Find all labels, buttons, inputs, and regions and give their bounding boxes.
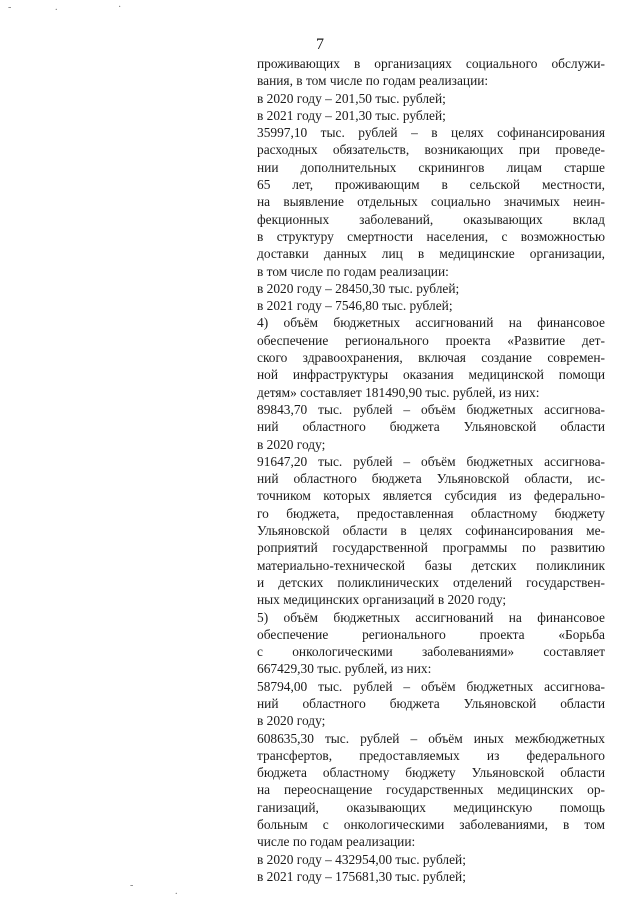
text-line: в 2020 году – 201,50 тыс. рублей;: [257, 90, 446, 106]
text-line: ний областного бюджета Ульяновской области: [257, 419, 605, 435]
text-line: в 2021 году – 175681,30 тыс. рублей;: [257, 868, 466, 884]
text-line: материально-технической базы детских поликлиник: [257, 557, 605, 573]
text-line: 89843,70 тыс. рублей – объём бюджетных ассигнова-: [257, 401, 605, 417]
text-line: с онкологическими заболеваниями» составляет: [257, 644, 605, 660]
text-line: на выявление отдельных социально значимых неин-: [257, 194, 605, 210]
text-line: 667429,30 тыс. рублей, из них:: [257, 661, 432, 677]
text-line: бюджета областному бюджету Ульяновской области: [257, 765, 605, 781]
text-line: вания, в том числе по годам реализации:: [257, 73, 489, 89]
text-line: 608635,30 тыс. рублей – объём иных межбюджетных: [257, 730, 605, 746]
text-line: го бюджета, предоставленная областному бюджету: [257, 505, 605, 521]
text-line: 4) объём бюджетных ассигнований на финансовое: [257, 315, 605, 331]
scan-mark: ·: [118, 2, 122, 13]
text-line: роприятий государственной программы по развитию: [257, 540, 605, 556]
text-line: в 2021 году – 201,30 тыс. рублей;: [257, 107, 446, 123]
text-line: ний областного бюджета Ульяновской области, ис-: [257, 471, 605, 487]
text-line: в 2020 году;: [257, 436, 326, 452]
text-line: ний областного бюджета Ульяновской области: [257, 695, 605, 711]
text-line: 5) объём бюджетных ассигнований на финансовое: [257, 609, 605, 625]
text-line: Ульяновской области в целях софинансирования ме-: [257, 523, 605, 539]
body-text: [257, 55, 605, 885]
text-line: числе по годам реализации:: [257, 834, 416, 850]
text-line: ных медицинских организаций в 2020 году;: [257, 592, 507, 608]
text-line: фекционных заболеваний, оказывающих вклад: [257, 211, 605, 227]
text-line: ского здравоохранения, включая создание современ-: [257, 350, 605, 366]
text-line: в 2021 году – 7546,80 тыс. рублей;: [257, 298, 453, 314]
text-line: обеспечение регионального проекта «Борьба: [257, 626, 605, 642]
text-line: 65 лет, проживающим в сельской местности,: [257, 177, 605, 193]
scan-mark: .: [55, 2, 58, 13]
text-line: больным с онкологическими заболеваниями, в том: [257, 817, 605, 833]
text-line: в 2020 году – 432954,00 тыс. рублей;: [257, 851, 466, 867]
text-line: трансфертов, предоставляемых из федерального: [257, 747, 605, 763]
text-line: ганизаций, оказывающих медицинскую помощь: [257, 799, 605, 815]
text-line: 58794,00 тыс. рублей – объём бюджетных ассигнова-: [257, 678, 605, 694]
text-line: расходных обязательств, возникающих при проведе-: [257, 142, 605, 158]
text-line: на переоснащение государственных медицинских ор-: [257, 782, 605, 798]
text-line: 91647,20 тыс. рублей – объём бюджетных ассигнова-: [257, 453, 605, 469]
text-line: в том числе по годам реализации:: [257, 263, 449, 279]
page-number: 7: [316, 36, 324, 53]
text-line: проживающих в организациях социального обслужи-: [257, 56, 605, 71]
scan-mark: -: [130, 880, 134, 891]
text-line: обеспечение регионального проекта «Развитие дет-: [257, 332, 605, 348]
text-line: детям» составляет 181490,90 тыс. рублей, из них:: [257, 384, 540, 400]
text-line: и детских поликлинических отделений государствен-: [257, 574, 605, 590]
scan-mark: .: [175, 886, 178, 897]
text-line: доставки данных лиц в медицинские организации,: [257, 246, 605, 262]
text-line: в 2020 году – 28450,30 тыс. рублей;: [257, 280, 460, 296]
scan-mark: -: [8, 2, 12, 13]
text-line: в 2020 году;: [257, 713, 326, 729]
text-line: 35997,10 тыс. рублей – в целях софинансирования: [257, 125, 605, 141]
text-line: в структуру смертности населения, с возможностью: [257, 228, 605, 244]
text-line: точником которых является субсидия из федерально-: [257, 488, 605, 504]
text-line: ной инфраструктуры оказания медицинской помощи: [257, 367, 605, 383]
text-line: нии дополнительных скринингов лицам старше: [257, 159, 605, 175]
